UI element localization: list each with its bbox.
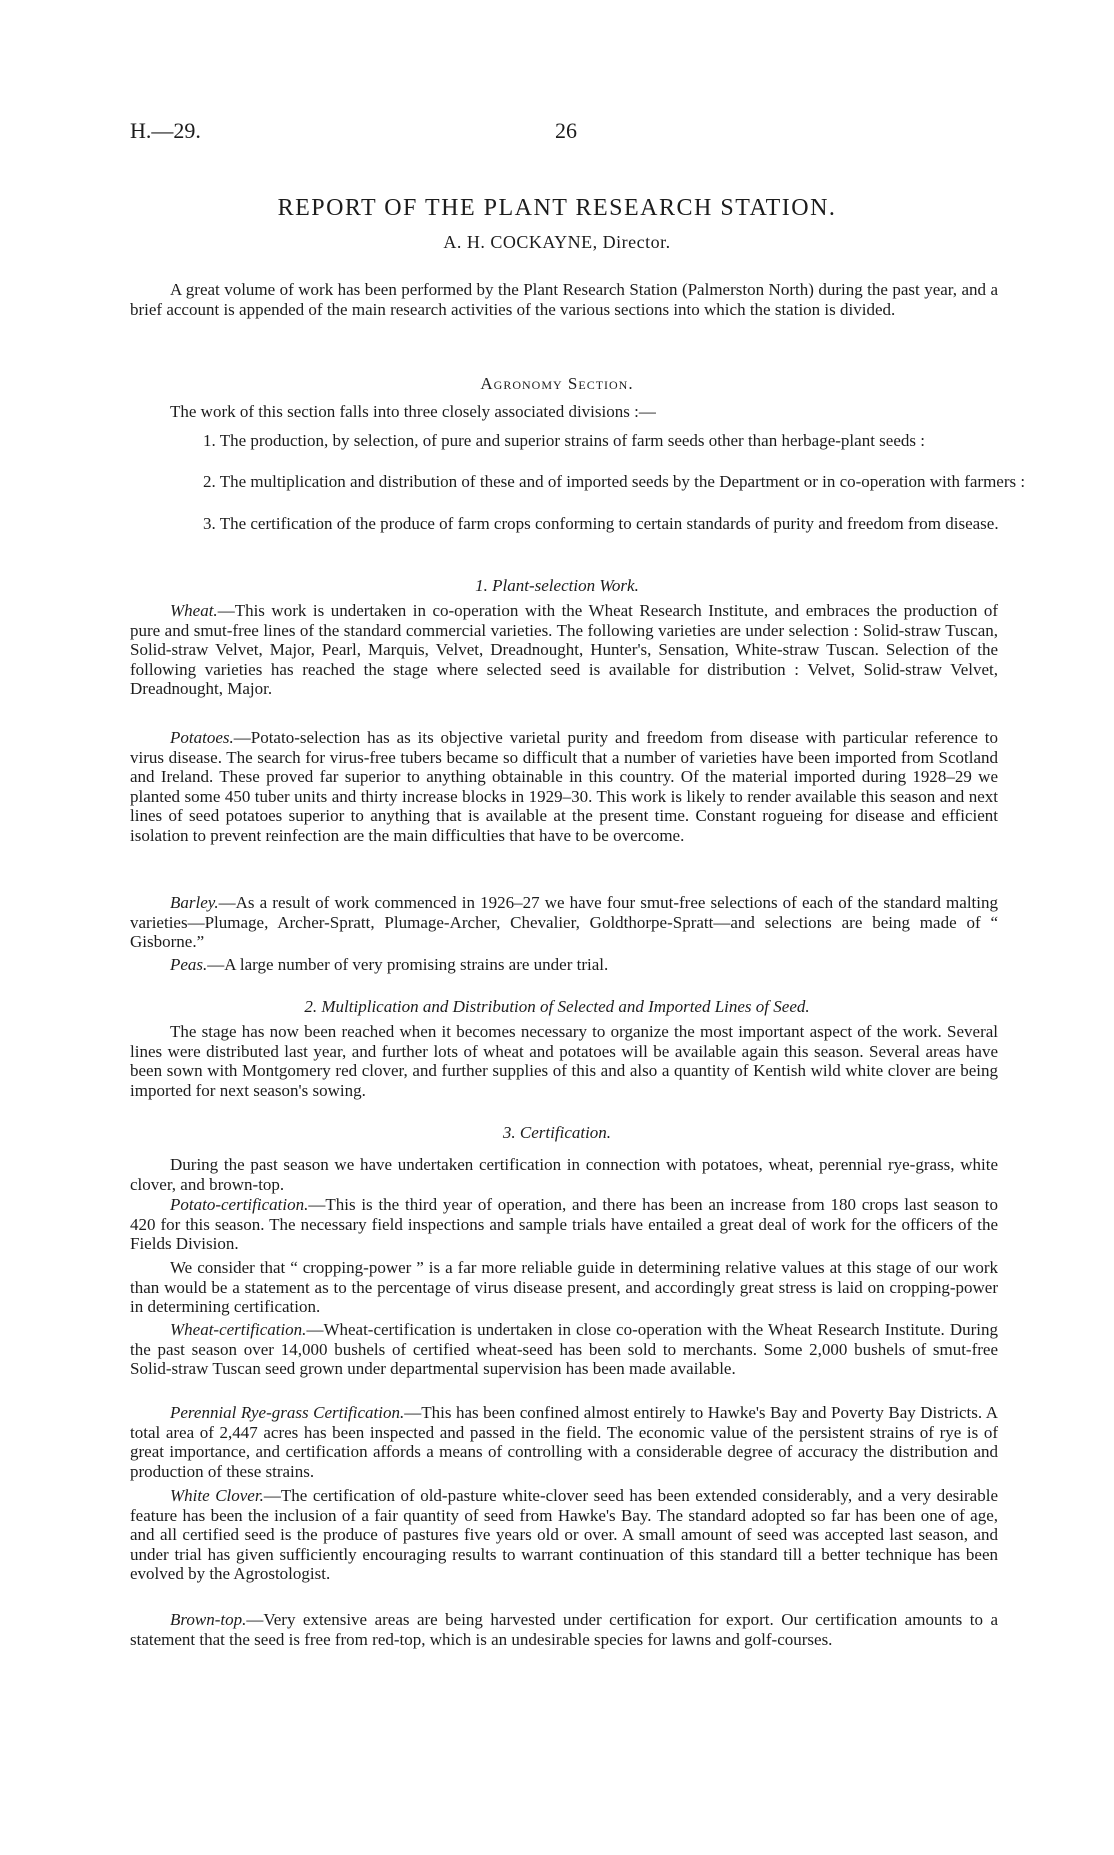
brown-top-paragraph	[130, 1610, 998, 1649]
division-item: 3. The certification of the produce of farm crops conforming to certain standards of purity and freedom from disease.	[203, 514, 999, 533]
potatoes-paragraph	[130, 728, 998, 846]
white-clover-label: White Clover.	[170, 1486, 264, 1505]
potatoes-label: Potatoes.	[170, 728, 234, 747]
agronomy-lead: The work of this section falls into three closely associated divisions :—	[170, 402, 656, 421]
rye-grass-text: —This has been confined almost entirely to Hawke's Bay and Poverty Bay Districts. A total area of 2,447 acres has been inspected and passed in the field. The economic value of the persistent strains of rye is of great importance, and certification affords a means of controlling with a considerable degree of accuracy the distribution and production of these strains.	[130, 1403, 998, 1481]
white-clover-paragraph	[130, 1486, 998, 1584]
cropping-power-paragraph: We consider that “ cropping-power ” is a far more reliable guide in determining relative values at this stage of our work than would be a statement as to the percentage of virus disease present, and accordingly great stress is laid on cropping-power in determining certification.	[130, 1258, 998, 1317]
report-title: REPORT OF THE PLANT RESEARCH STATION.	[277, 195, 837, 221]
rye-grass-label: Perennial Rye-grass Certification.	[170, 1403, 405, 1422]
peas-paragraph	[130, 955, 998, 975]
potato-certification-paragraph	[130, 1195, 998, 1254]
brown-top-text: —Very extensive areas are being harvested under certification for export. Our certification amounts to a statement that the seed is free from red-top, which is an undesirable species for lawns and golf-courses.	[130, 1610, 998, 1649]
intro-paragraph: A great volume of work has been performed by the Plant Research Station (Palmerston North) during the past year, and a brief account is appended of the main research activities of the various sections into which the station is divided.	[130, 280, 998, 319]
barley-paragraph	[130, 893, 998, 952]
page-number: 26	[555, 118, 577, 143]
section-3-heading: 3. Certification.	[502, 1123, 612, 1142]
potato-certification-label: Potato-certification.	[170, 1195, 309, 1214]
wheat-certification-label: Wheat-certification.	[170, 1320, 307, 1339]
barley-label: Barley.	[170, 893, 219, 912]
report-reference: H.—29.	[130, 118, 201, 143]
peas-text: —A large number of very promising strains are under trial.	[207, 955, 609, 974]
division-item: 1. The production, by selection, of pure and superior strains of farm seeds other than herbage-plant seeds :	[203, 431, 925, 450]
barley-text: —As a result of work commenced in 1926–27 we have four smut-free selections of each of the standard malting varieties—Plumage, Archer-Spratt, Plumage-Archer, Chevalier, Goldthorpe-Spratt—and selections are being made of “ Gisborne.”	[130, 893, 998, 952]
wheat-paragraph	[130, 601, 998, 699]
section-2-paragraph: The stage has now been reached when it becomes necessary to organize the most important aspect of the work. Several lines were distributed last year, and further lots of wheat and potatoes will be available again this season. Several areas have been sown with Montgomery red clover, and further supplies of this and also a quantity of Kentish wild white clover are being imported for next season's sowing.	[130, 1022, 998, 1100]
wheat-certification-text: —Wheat-certification is undertaken in close co-operation with the Wheat Research Institute. During the past season over 14,000 bushels of certified wheat-seed has been sold to merchants. Some 2,000 bushels of smut-free Solid-straw Tuscan seed grown under departmental supervision has been made available.	[130, 1320, 998, 1379]
section-2-heading: 2. Multiplication and Distribution of Selected and Imported Lines of Seed.	[304, 997, 810, 1016]
division-item: 2. The multiplication and distribution of these and of imported seeds by the Department or in co-operation with farmers :	[203, 472, 1026, 491]
report-author: A. H. COCKAYNE, Director.	[443, 232, 671, 252]
rye-grass-paragraph	[130, 1403, 998, 1481]
wheat-certification-paragraph	[130, 1320, 998, 1379]
potatoes-text: —Potato-selection has as its objective varietal purity and freedom from disease with particular reference to virus disease. The search for virus-free tubers became so difficult that a number of varieties have been imported from Scotland and Ireland. These proved far superior to anything obtainable in this country. Of the material imported during 1928–29 we planted some 450 tuber units and thirty increase blocks in 1929–30. This work is likely to render available this season and next lines of seed potatoes superior to anything that is available at the present time. Constant rogueing for disease and efficient isolation to prevent reinfection are the main difficulties that have to be overcome.	[130, 728, 998, 845]
brown-top-label: Brown-top.	[170, 1610, 247, 1629]
certification-intro: During the past season we have undertaken certification in connection with potatoes, wheat, perennial rye-grass, white clover, and brown-top.	[130, 1155, 998, 1194]
white-clover-text: —The certification of old-pasture white-clover seed has been extended considerably, and a very desirable feature has been the inclusion of a fair quantity of seed from Hawke's Bay. The standard adopted so far has been one of age, and all certified seed is the produce of pastures five years old or over. A small amount of seed was accepted last season, and under trial has given sufficiently encouraging results to warrant continuation of this standard till a better technique has been evolved by the Agrostologist.	[130, 1486, 998, 1584]
agronomy-heading: Agronomy Section.	[480, 374, 634, 393]
section-1-heading: 1. Plant-selection Work.	[475, 576, 639, 595]
wheat-label: Wheat.	[170, 601, 218, 620]
peas-label: Peas.	[170, 955, 208, 974]
potato-certification-text: —This is the third year of operation, and there has been an increase from 180 crops last season to 420 for this season. The necessary field inspections and sample trials have entailed a great deal of work for the officers of the Fields Division.	[130, 1195, 998, 1254]
wheat-text: —This work is undertaken in co-operation with the Wheat Research Institute, and embraces the production of pure and smut-free lines of the standard commercial varieties. The following varieties are under selection : Solid-straw Tuscan, Solid-straw Velvet, Major, Pearl, Marquis, Velvet, Dreadnought, Hunter's, Sensation, White-straw Tuscan. Selection of the following varieties has reached the stage where selected seed is available for distribution : Velvet, Solid-straw Velvet, Dreadnought, Major.	[130, 601, 998, 699]
